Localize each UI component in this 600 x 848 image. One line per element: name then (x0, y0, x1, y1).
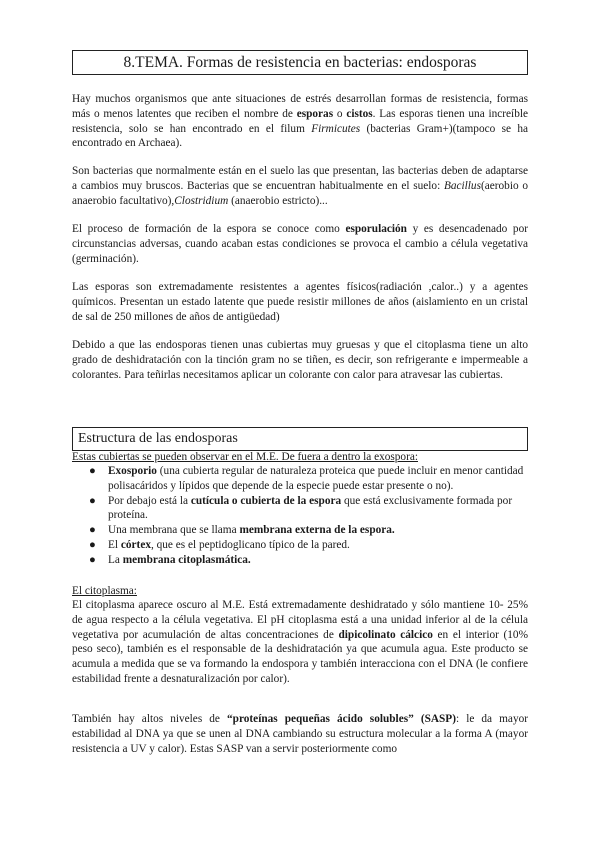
list-item (72, 523, 528, 538)
list-item (72, 538, 528, 553)
cytoplasm-heading: El citoplasma: (72, 585, 137, 597)
text-run: Son bacterias que normalmente están en el suelo las que presentan, las bacterias deben de adaptarse a cambios muy bruscos. Bacterias que se encuentran habitualmente en el suelo: (72, 165, 528, 192)
text-run: . Las esporas tienen una increíble resistencia, solo se han encontrado en el filum (72, 107, 528, 135)
bullet-icon: ● (89, 524, 96, 537)
italic-term-bacillus: Bacillus (443, 179, 481, 192)
text-run: que está exclusivamente formada por proteína. (108, 494, 513, 522)
list-item (72, 494, 528, 524)
text-run: Hay muchos organismos que ante situaciones de estrés desarrollan formas de resistencia, formas más o menos latentes que reciben el nombre de (72, 93, 528, 120)
document-title (72, 50, 528, 75)
text-run: , que es el peptidoglicano típico de la pared. (150, 538, 350, 551)
bullet-icon: ● (89, 553, 96, 566)
list-item (72, 553, 528, 568)
bold-term: córtex (120, 538, 151, 551)
paragraph-intro (72, 92, 528, 151)
bold-term-cistos: cistos (346, 107, 373, 120)
section-title: Estructura de las endosporas (78, 431, 238, 446)
bold-term-esporulacion: esporulación (345, 223, 407, 235)
text-run: El citoplasma aparece oscuro al M.E. Está extremadamente deshidratado y sólo mantiene 10- 25% de agua respecto a la célula vegetativa. El pH citoplasma está a una unidad inferior al de la célula vegetativa por acumulación de altas concentraciones de (72, 599, 528, 641)
text-run: en el interior (10% peso seco), también es el responsable de la deshidratación ya que acumula agua. Este producto se acumula a medida que se va formando la endospora y también interacciona con el DNA (le confiere estabilidad frente a desnaturalización por calor). (72, 628, 528, 685)
title-text: 8.TEMA. Formas de resistencia en bacterias: endosporas (123, 53, 477, 71)
layer-list (72, 464, 528, 568)
paragraph-soil-bacteria (72, 164, 528, 208)
bullet-icon: ● (89, 494, 96, 507)
bullet-icon: ● (89, 465, 96, 477)
text-run: La (108, 553, 123, 566)
bold-term-dipicolinato: dipicolinato cálcico (338, 628, 433, 641)
paragraph-sasp (72, 712, 528, 756)
text-run: (bacterias Gram+)(tampoco se ha encontrado en Archaea). (72, 122, 529, 150)
bold-term: membrana citoplasmática. (122, 553, 251, 566)
text-run: El (108, 538, 121, 551)
bold-term-esporas: esporas (296, 107, 334, 120)
bold-term: membrana externa de la espora. (239, 524, 395, 537)
structure-intro: Estas cubiertas se pueden observar en el M.E. De fuera a dentro la exospora: (72, 451, 418, 463)
text-run: : le da mayor estabilidad al DNA ya que se unen al DNA cambiando su estructura molecular a la forma A (mayor resistencia a UV y calor). Estas SASP van a servir posteriormente como (72, 713, 529, 755)
paragraph-resistance: Las esporas son extremadamente resistentes a agentes físicos(radiación ,calor..) y a agentes químicos. Presentan un estado latente que puede resistir millones de años (aislamiento en un cristal de sal de 250 millones de años de antigüedad) (72, 281, 528, 323)
text-run: También hay altos niveles de (72, 713, 228, 725)
text-run: (aerobio o anaerobio facultativo), (72, 179, 528, 207)
italic-term-clostridium: Clostridium (174, 194, 229, 207)
bold-term: Exosporio (108, 465, 157, 477)
text-run: (anaerobio estricto)... (228, 194, 328, 207)
bullet-icon: ● (89, 538, 96, 551)
text-run: o (333, 107, 347, 120)
text-run: (una cubierta regular de naturaleza proteica que puede incluir en menor cantidad polisacáridos y lípidos que depende de la especie puede estar presente o no). (108, 465, 524, 492)
text-run: y es desencadenado por circunstancias adversas, cuando acaban estas condiciones se provoca el cambio a célula vegetativa (germinación). (72, 223, 528, 265)
paragraph-sporulation (72, 222, 528, 266)
text-run: Por debajo está la (108, 494, 191, 507)
bold-term: cutícula o cubierta de la espora (190, 494, 342, 507)
list-item (72, 464, 528, 494)
italic-term-firmicutes: Firmicutes (311, 122, 361, 135)
section-heading-box (72, 427, 528, 451)
text-run: El proceso de formación de la espora se conoce como (72, 223, 346, 235)
paragraph-staining: Debido a que las endosporas tienen unas cubiertas muy gruesas y que el citoplasma tiene un alto grado de deshidratación con la tinción gram no se tiñen, es decir, son refrigerante e impermeable a colorantes. Para teñirlas necesitamos aplicar un colorante con calor para atravesar las cubiertas. (72, 339, 528, 381)
text-run: Una membrana que se llama (108, 524, 240, 537)
bold-term-sasp: “proteínas pequeñas ácido solubles” (SASP) (227, 713, 456, 725)
paragraph-cytoplasm (72, 598, 528, 687)
